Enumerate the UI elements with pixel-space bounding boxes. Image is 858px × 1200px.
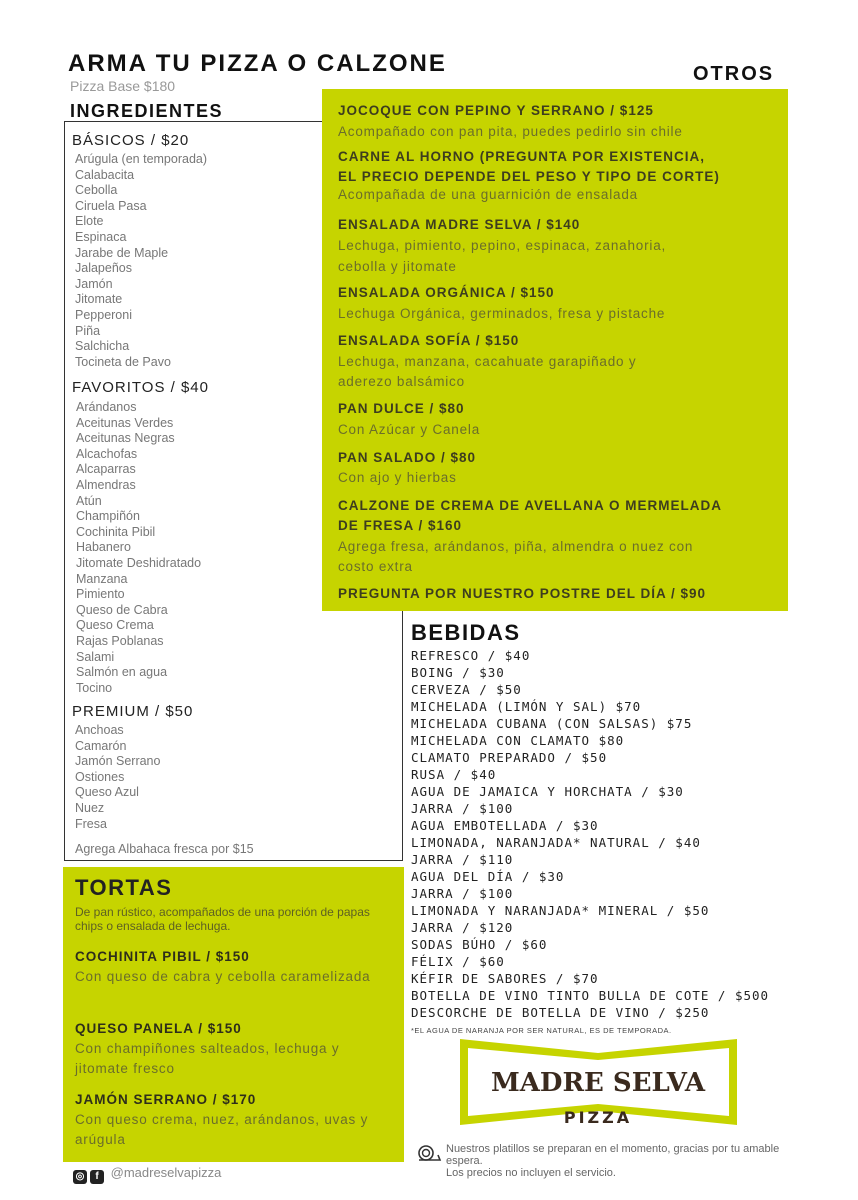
list-item: Aceitunas Negras	[76, 431, 175, 446]
list-item: Habanero	[76, 540, 131, 555]
notice-line: Nuestros platillos se preparan en el momento, gracias por tu amable espera.	[446, 1143, 780, 1167]
list-item: Fresa	[75, 816, 107, 831]
bebida-item: MICHELADA CUBANA (CON SALSAS) $75	[411, 716, 693, 731]
list-item: Espinaca	[75, 229, 127, 244]
list-item: Queso Azul	[75, 785, 139, 800]
list-item: Almendras	[76, 477, 136, 492]
otros-item-title: EL PRECIO DEPENDE DEL PESO Y TIPO DE CORTE)	[338, 169, 720, 184]
bebida-item: CLAMATO PREPARADO / $50	[411, 750, 608, 765]
bebida-item: JARRA / $110	[411, 852, 514, 867]
list-item: Arándanos	[76, 400, 137, 414]
list-item: Alcaparras	[76, 462, 136, 477]
bebida-item: MICHELADA (LIMÓN Y SAL) $70	[411, 699, 642, 714]
list-item: Camarón	[75, 738, 127, 753]
social-text: @madreselvapizza	[110, 1165, 222, 1180]
service-notice	[446, 1143, 806, 1179]
otros-item-desc: costo extra	[338, 559, 413, 574]
ingredients-divider	[64, 860, 403, 861]
notice-line: Los precios no incluyen el servicio.	[446, 1167, 616, 1179]
otros-item-desc: Con Azúcar y Canela	[338, 422, 481, 437]
bebida-item: AGUA DEL DÍA / $30	[411, 869, 565, 884]
snail-icon	[416, 1143, 442, 1163]
bebida-item: DESCORCHE DE BOTELLA DE VINO / $250	[411, 1005, 710, 1020]
list-item: Calabacita	[75, 167, 135, 182]
otros-item-desc: cebolla y jitomate	[338, 259, 457, 274]
bebida-item: BOTELLA DE VINO TINTO BULLA DE COTE / $500	[411, 988, 770, 1003]
bebida-item: FÉLIX / $60	[411, 954, 505, 969]
bebida-item: MICHELADA CON CLAMATO $80	[411, 733, 625, 748]
list-item: Salami	[76, 649, 115, 664]
facebook-icon: f	[90, 1170, 104, 1184]
torta-desc: Con queso crema, nuez, arándanos, uvas y arúgula	[75, 1112, 369, 1147]
otros-item-desc: Lechuga Orgánica, germinados, fresa y pistache	[338, 306, 666, 321]
otros-item-desc: Acompañado con pan pita, puedes pedirlo sin chile	[338, 124, 683, 139]
ingredientes-heading: INGREDIENTES	[70, 101, 224, 121]
otros-item-title: JOCOQUE CON PEPINO Y SERRANO / $125	[338, 103, 654, 118]
torta-desc: Con champiñones salteados, lechuga y jitomate fresco	[75, 1041, 340, 1076]
basicos-title: BÁSICOS / $20	[72, 132, 190, 149]
list-item: Jarabe de Maple	[75, 245, 169, 260]
torta-title: COCHINITA PIBIL / $150	[75, 949, 250, 964]
otros-item-title: PREGUNTA POR NUESTRO POSTRE DEL DÍA / $90	[338, 586, 707, 601]
otros-item-title: ENSALADA MADRE SELVA / $140	[338, 217, 581, 232]
otros-item-desc: aderezo balsámico	[338, 374, 465, 389]
list-item: Jamón Serrano	[75, 754, 161, 769]
otros-item-title: ENSALADA SOFÍA / $150	[338, 333, 520, 348]
otros-item-desc: Lechuga, pimiento, pepino, espinaca, zanahoria,	[338, 238, 667, 253]
otros-item-desc: Agrega fresa, arándanos, piña, almendra o nuez con	[338, 539, 694, 554]
list-item: Arúgula (en temporada)	[75, 152, 208, 166]
bebida-item: LIMONADA Y NARANJADA* MINERAL / $50	[411, 903, 710, 918]
bebida-item: BOING / $30	[411, 665, 505, 680]
otros-item-title: ENSALADA ORGÁNICA / $150	[338, 285, 555, 300]
bebida-item: AGUA DE JAMAICA Y HORCHATA / $30	[411, 784, 684, 799]
list-item: Champiñón	[76, 509, 140, 524]
tortas-box	[63, 867, 404, 1162]
otros-item-title: DE FRESA / $160	[338, 518, 463, 533]
albahaca-note: Agrega Albahaca fresca por $15	[75, 842, 254, 856]
list-item: Atún	[76, 493, 102, 508]
list-item: Rajas Poblanas	[76, 633, 164, 648]
otros-item-desc: Lechuga, manzana, cacahuate garapiñado y	[338, 354, 637, 369]
list-item: Cochinita Pibil	[76, 524, 156, 539]
list-item: Aceitunas Verdes	[76, 415, 174, 430]
bebida-item: LIMONADA, NARANJADA* NATURAL / $40	[411, 835, 701, 850]
list-item: Ostiones	[75, 769, 125, 784]
list-item: Salchicha	[75, 339, 130, 354]
list-item: Queso Crema	[76, 618, 154, 633]
list-item: Jalapeños	[75, 261, 132, 276]
madre-selva-logo	[460, 1039, 737, 1125]
bebida-item: JARRA / $120	[411, 920, 514, 935]
logo-name: MADRE SELVA	[490, 1068, 706, 1098]
list-item: Nuez	[75, 800, 105, 815]
otros-item-title: CARNE AL HORNO (PREGUNTA POR EXISTENCIA,	[338, 149, 706, 164]
list-item: Salmón en agua	[76, 665, 168, 680]
tortas-intro: De pan rústico, acompañados de una porción de papas chips o ensalada de lechuga.	[75, 905, 370, 933]
bebidas-footnote: *EL AGUA DE NARANJA POR SER NATURAL, ES DE TEMPORADA.	[411, 1026, 672, 1035]
torta-title: JAMÓN SERRANO / $170	[75, 1092, 257, 1107]
list-item: Jitomate	[75, 292, 123, 307]
list-item: Pepperoni	[75, 307, 132, 322]
list-item: Queso de Cabra	[76, 602, 168, 617]
list-item: Piña	[75, 323, 101, 338]
list-item: Cebolla	[75, 183, 118, 198]
favoritos-list	[76, 400, 201, 696]
list-item: Tocineta de Pavo	[75, 354, 171, 369]
bebida-item: RUSA / $40	[411, 767, 497, 782]
otros-item-desc: Con ajo y hierbas	[338, 470, 457, 485]
bebida-item: JARRA / $100	[411, 886, 514, 901]
logo-sub: PIZZA	[563, 1108, 633, 1125]
otros-item-desc: Acompañada de una guarnición de ensalada	[338, 187, 638, 202]
bebida-item: REFRESCO / $40	[411, 648, 531, 663]
basicos-list	[75, 152, 207, 370]
premium-list	[75, 723, 160, 832]
list-item: Elote	[75, 214, 104, 229]
tortas-heading: TORTAS	[75, 875, 173, 900]
premium-title: PREMIUM / $50	[72, 703, 194, 720]
page-title: ARMA TU PIZZA O CALZONE	[68, 50, 447, 77]
list-item: Alcachofas	[76, 446, 138, 461]
bebida-item: CERVEZA / $50	[411, 682, 522, 697]
list-item: Manzana	[76, 571, 128, 586]
bebida-item: AGUA EMBOTELLADA / $30	[411, 818, 599, 833]
list-item: Tocino	[76, 680, 113, 695]
pizza-base-price: Pizza Base $180	[70, 78, 176, 94]
list-item: Jitomate Deshidratado	[76, 555, 202, 570]
torta-desc: Con queso de cabra y cebolla caramelizada	[75, 969, 371, 984]
list-item: Ciruela Pasa	[75, 198, 147, 213]
social-handle	[73, 1165, 221, 1184]
list-item: Anchoas	[75, 723, 124, 737]
torta-title: QUESO PANELA / $150	[75, 1021, 242, 1036]
bebida-item: KÉFIR DE SABORES / $70	[411, 971, 599, 986]
list-item: Pimiento	[76, 587, 125, 602]
otros-item-title: PAN DULCE / $80	[338, 401, 465, 416]
otros-heading: OTROS	[693, 63, 775, 85]
otros-box	[322, 89, 788, 611]
otros-item-title: PAN SALADO / $80	[338, 450, 477, 465]
bebida-item: JARRA / $100	[411, 801, 514, 816]
list-item: Jamón	[75, 276, 113, 291]
bebida-item: SODAS BÚHO / $60	[411, 937, 548, 952]
otros-item-title: CALZONE DE CREMA DE AVELLANA O MERMELADA	[338, 498, 722, 513]
favoritos-title: FAVORITOS / $40	[72, 379, 209, 396]
bebidas-heading: BEBIDAS	[411, 620, 521, 645]
instagram-icon: ◎	[73, 1170, 87, 1184]
